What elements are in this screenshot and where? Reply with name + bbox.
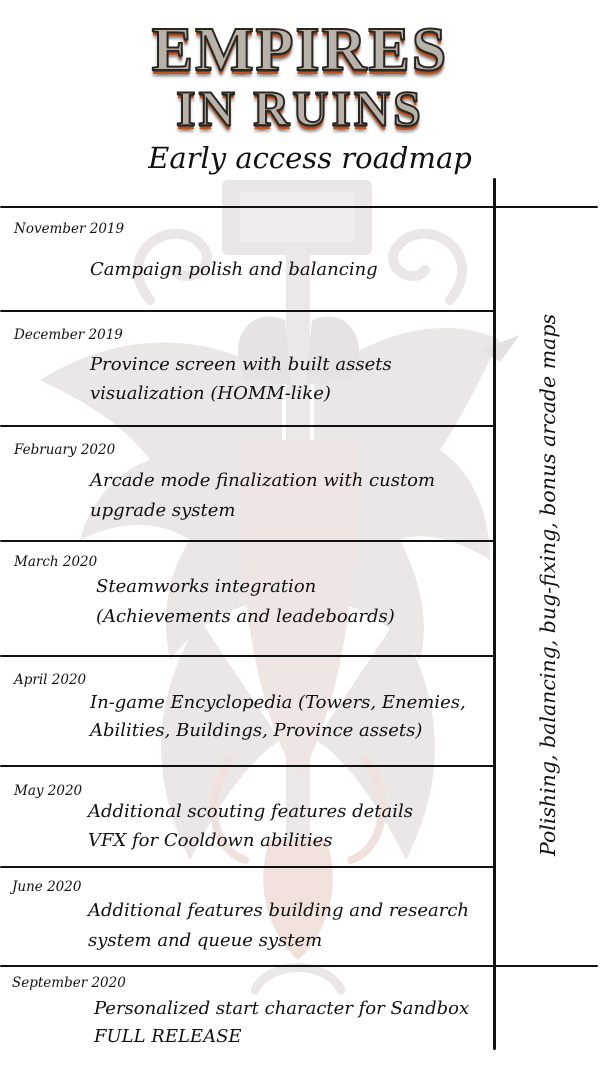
entry-description: visualization (HOMM-like) (90, 383, 331, 404)
timeline-divider (0, 310, 494, 312)
entry-description: VFX for Cooldown abilities (88, 830, 333, 851)
entry-date: September 2020 (12, 975, 126, 991)
entry-description: Steamworks integration (96, 576, 317, 597)
entry-description: upgrade system (90, 500, 236, 521)
timeline-divider (0, 425, 494, 427)
timeline-divider (0, 655, 494, 657)
entry-description: system and queue system (88, 930, 323, 951)
timeline-divider (0, 866, 494, 868)
entry-date: March 2020 (14, 554, 98, 570)
timeline-divider (0, 206, 598, 208)
entry-description: Arcade mode finalization with custom (90, 470, 436, 491)
timeline-vertical-line (493, 178, 496, 1050)
entry-description: In-game Encyclopedia (Towers, Enemies, (90, 692, 466, 713)
entry-date: June 2020 (12, 879, 82, 895)
entry-date: November 2019 (14, 221, 125, 237)
entry-date: April 2020 (14, 672, 87, 688)
timeline-divider (0, 765, 494, 767)
entry-date: February 2020 (14, 442, 116, 458)
timeline-divider (0, 965, 598, 967)
entry-description: Campaign polish and balancing (90, 259, 378, 280)
entry-description: Abilities, Buildings, Province assets) (90, 720, 423, 741)
entry-description: Additional scouting features details (88, 801, 413, 822)
page-title: Early access roadmap (148, 141, 472, 175)
logo-line-empires: EMPIRES (151, 16, 449, 84)
side-caption: Polishing, balancing, bug-fixing, bonus arcade maps (536, 314, 560, 857)
game-logo (130, 14, 470, 134)
entry-description: Province screen with built assets (90, 354, 392, 375)
timeline-divider (0, 540, 494, 542)
entry-description: Personalized start character for Sandbox (94, 998, 470, 1019)
logo-line-in-ruins: IN RUINS (176, 80, 424, 136)
entry-date: May 2020 (14, 783, 83, 799)
entry-date: December 2019 (14, 327, 123, 343)
entry-description: (Achievements and leadeboards) (96, 606, 395, 627)
entry-description: FULL RELEASE (94, 1026, 242, 1047)
entry-description: Additional features building and research (88, 900, 469, 921)
